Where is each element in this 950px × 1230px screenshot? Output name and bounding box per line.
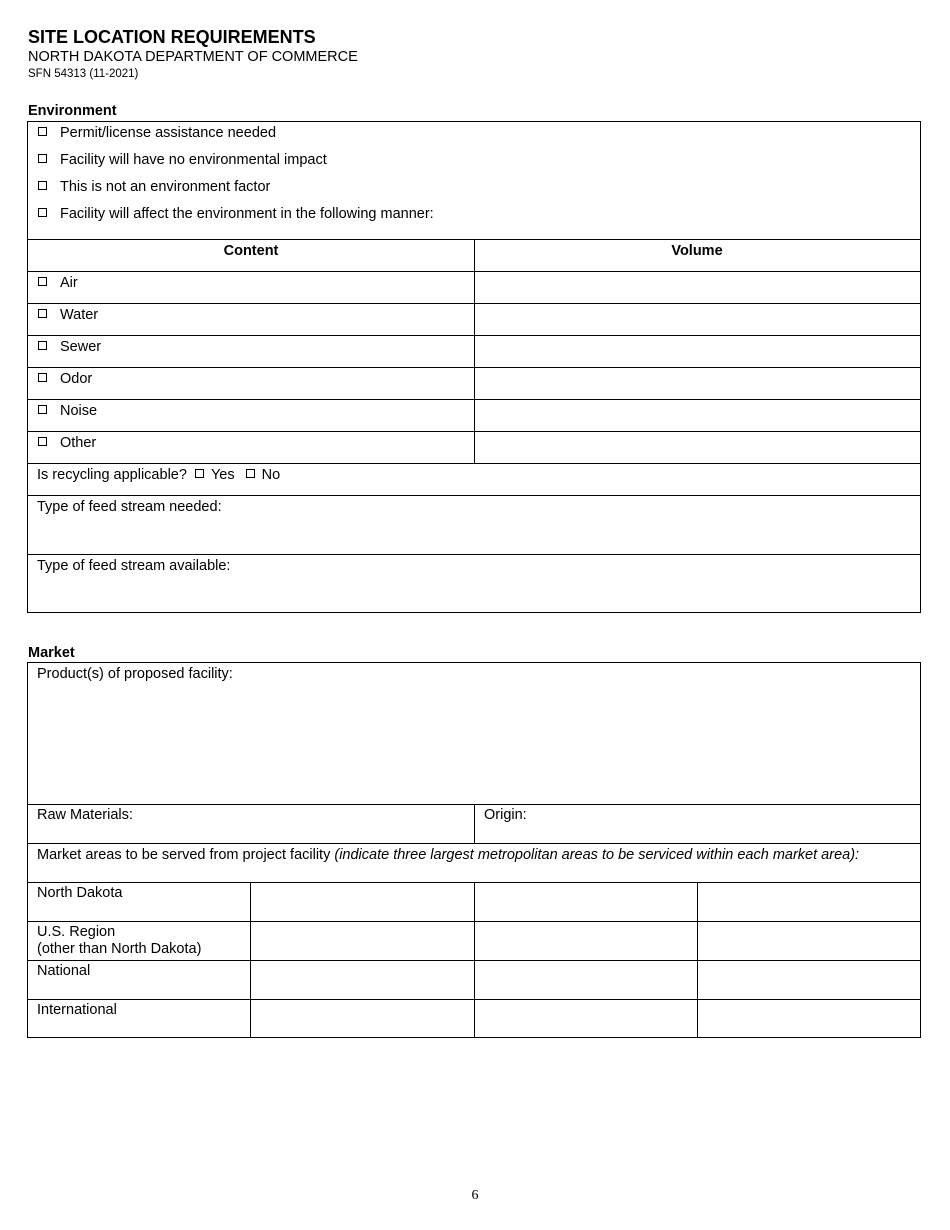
metro-area-field[interactable] [698, 883, 920, 921]
metro-area-field[interactable] [251, 1000, 473, 1037]
products-label: Product(s) of proposed facility: [37, 666, 233, 682]
content-column-header: Content [223, 243, 279, 259]
option-label: Facility will affect the environment in the following manner: [60, 206, 434, 222]
option-permit-assistance [38, 125, 276, 142]
content-row-other [38, 435, 96, 452]
market-areas-intro: Market areas to be served from project facility [37, 847, 335, 863]
divider [28, 463, 920, 464]
volume-field-air[interactable] [475, 272, 920, 303]
content-row-water [38, 307, 98, 324]
metro-area-field[interactable] [475, 883, 697, 921]
origin-label: Origin: [484, 807, 527, 823]
recycling-no-label: No [261, 467, 281, 483]
water-checkbox[interactable] [38, 309, 47, 318]
no-impact-checkbox[interactable] [38, 154, 47, 163]
metro-area-field[interactable] [698, 1000, 920, 1037]
region-us [37, 924, 201, 958]
metro-area-field[interactable] [475, 922, 697, 960]
market-section-label: Market [28, 645, 75, 661]
recycling-question [37, 467, 280, 484]
recycling-yes-checkbox[interactable] [195, 469, 204, 478]
feed-stream-needed-field[interactable] [28, 496, 920, 553]
volume-field-odor[interactable] [475, 368, 920, 399]
region-sublabel: (other than North Dakota) [37, 941, 202, 957]
market-areas-note: (indicate three largest metropolitan areas to be serviced within each market area): [334, 847, 860, 863]
content-row-air [38, 275, 78, 292]
option-will-affect [38, 206, 434, 223]
permit-assistance-checkbox[interactable] [38, 127, 47, 136]
environment-section-label: Environment [28, 103, 117, 119]
metro-area-field[interactable] [475, 961, 697, 999]
volume-field-noise[interactable] [475, 400, 920, 431]
feed-stream-available-label: Type of feed stream available: [37, 558, 231, 574]
metro-area-field[interactable] [251, 961, 473, 999]
environment-box [27, 121, 921, 613]
option-not-factor [38, 179, 270, 196]
recycling-label: Is recycling applicable? [37, 467, 187, 483]
will-affect-checkbox[interactable] [38, 208, 47, 217]
recycling-yes-label: Yes [210, 467, 235, 483]
volume-column-header: Volume [671, 243, 723, 259]
volume-field-water[interactable] [475, 304, 920, 335]
market-areas-instructions [37, 847, 907, 863]
volume-field-sewer[interactable] [475, 336, 920, 367]
form-header [28, 27, 358, 81]
feed-stream-available-field[interactable] [28, 555, 920, 612]
content-row-label: Noise [60, 403, 98, 419]
region-label: U.S. Region [37, 924, 116, 940]
recycling-no-checkbox[interactable] [246, 469, 255, 478]
noise-checkbox[interactable] [38, 405, 47, 414]
option-label: This is not an environment factor [60, 179, 271, 195]
air-checkbox[interactable] [38, 277, 47, 286]
content-row-sewer [38, 339, 101, 356]
sewer-checkbox[interactable] [38, 341, 47, 350]
metro-area-field[interactable] [251, 883, 473, 921]
department-name: NORTH DAKOTA DEPARTMENT OF COMMERCE [28, 49, 358, 65]
content-row-label: Air [60, 275, 78, 291]
region-label: National [37, 963, 91, 979]
form-number: SFN 54313 (11-2021) [28, 68, 139, 80]
not-factor-checkbox[interactable] [38, 181, 47, 190]
page-number: 6 [471, 1188, 479, 1203]
market-box [27, 662, 921, 1038]
feed-stream-needed-label: Type of feed stream needed: [37, 499, 222, 515]
region-international [37, 1002, 117, 1019]
odor-checkbox[interactable] [38, 373, 47, 382]
page-title: SITE LOCATION REQUIREMENTS [28, 27, 316, 47]
region-label: North Dakota [37, 885, 123, 901]
option-label: Facility will have no environmental impact [60, 152, 327, 168]
metro-area-field[interactable] [698, 961, 920, 999]
volume-field-other[interactable] [475, 432, 920, 463]
metro-area-field[interactable] [698, 922, 920, 960]
region-label: International [37, 1002, 117, 1018]
divider [28, 843, 920, 844]
raw-materials-label: Raw Materials: [37, 807, 133, 823]
option-no-impact [38, 152, 327, 169]
option-label: Permit/license assistance needed [60, 125, 277, 141]
content-row-label: Sewer [60, 339, 102, 355]
content-row-label: Water [60, 307, 99, 323]
content-row-label: Other [60, 435, 97, 451]
content-row-noise [38, 403, 97, 420]
column-divider [474, 804, 475, 843]
metro-area-field[interactable] [475, 1000, 697, 1037]
content-row-odor [38, 371, 92, 388]
region-national [37, 963, 90, 980]
region-north-dakota [37, 885, 122, 902]
metro-area-field[interactable] [251, 922, 473, 960]
other-checkbox[interactable] [38, 437, 47, 446]
products-field[interactable] [28, 663, 920, 803]
content-row-label: Odor [60, 371, 93, 387]
